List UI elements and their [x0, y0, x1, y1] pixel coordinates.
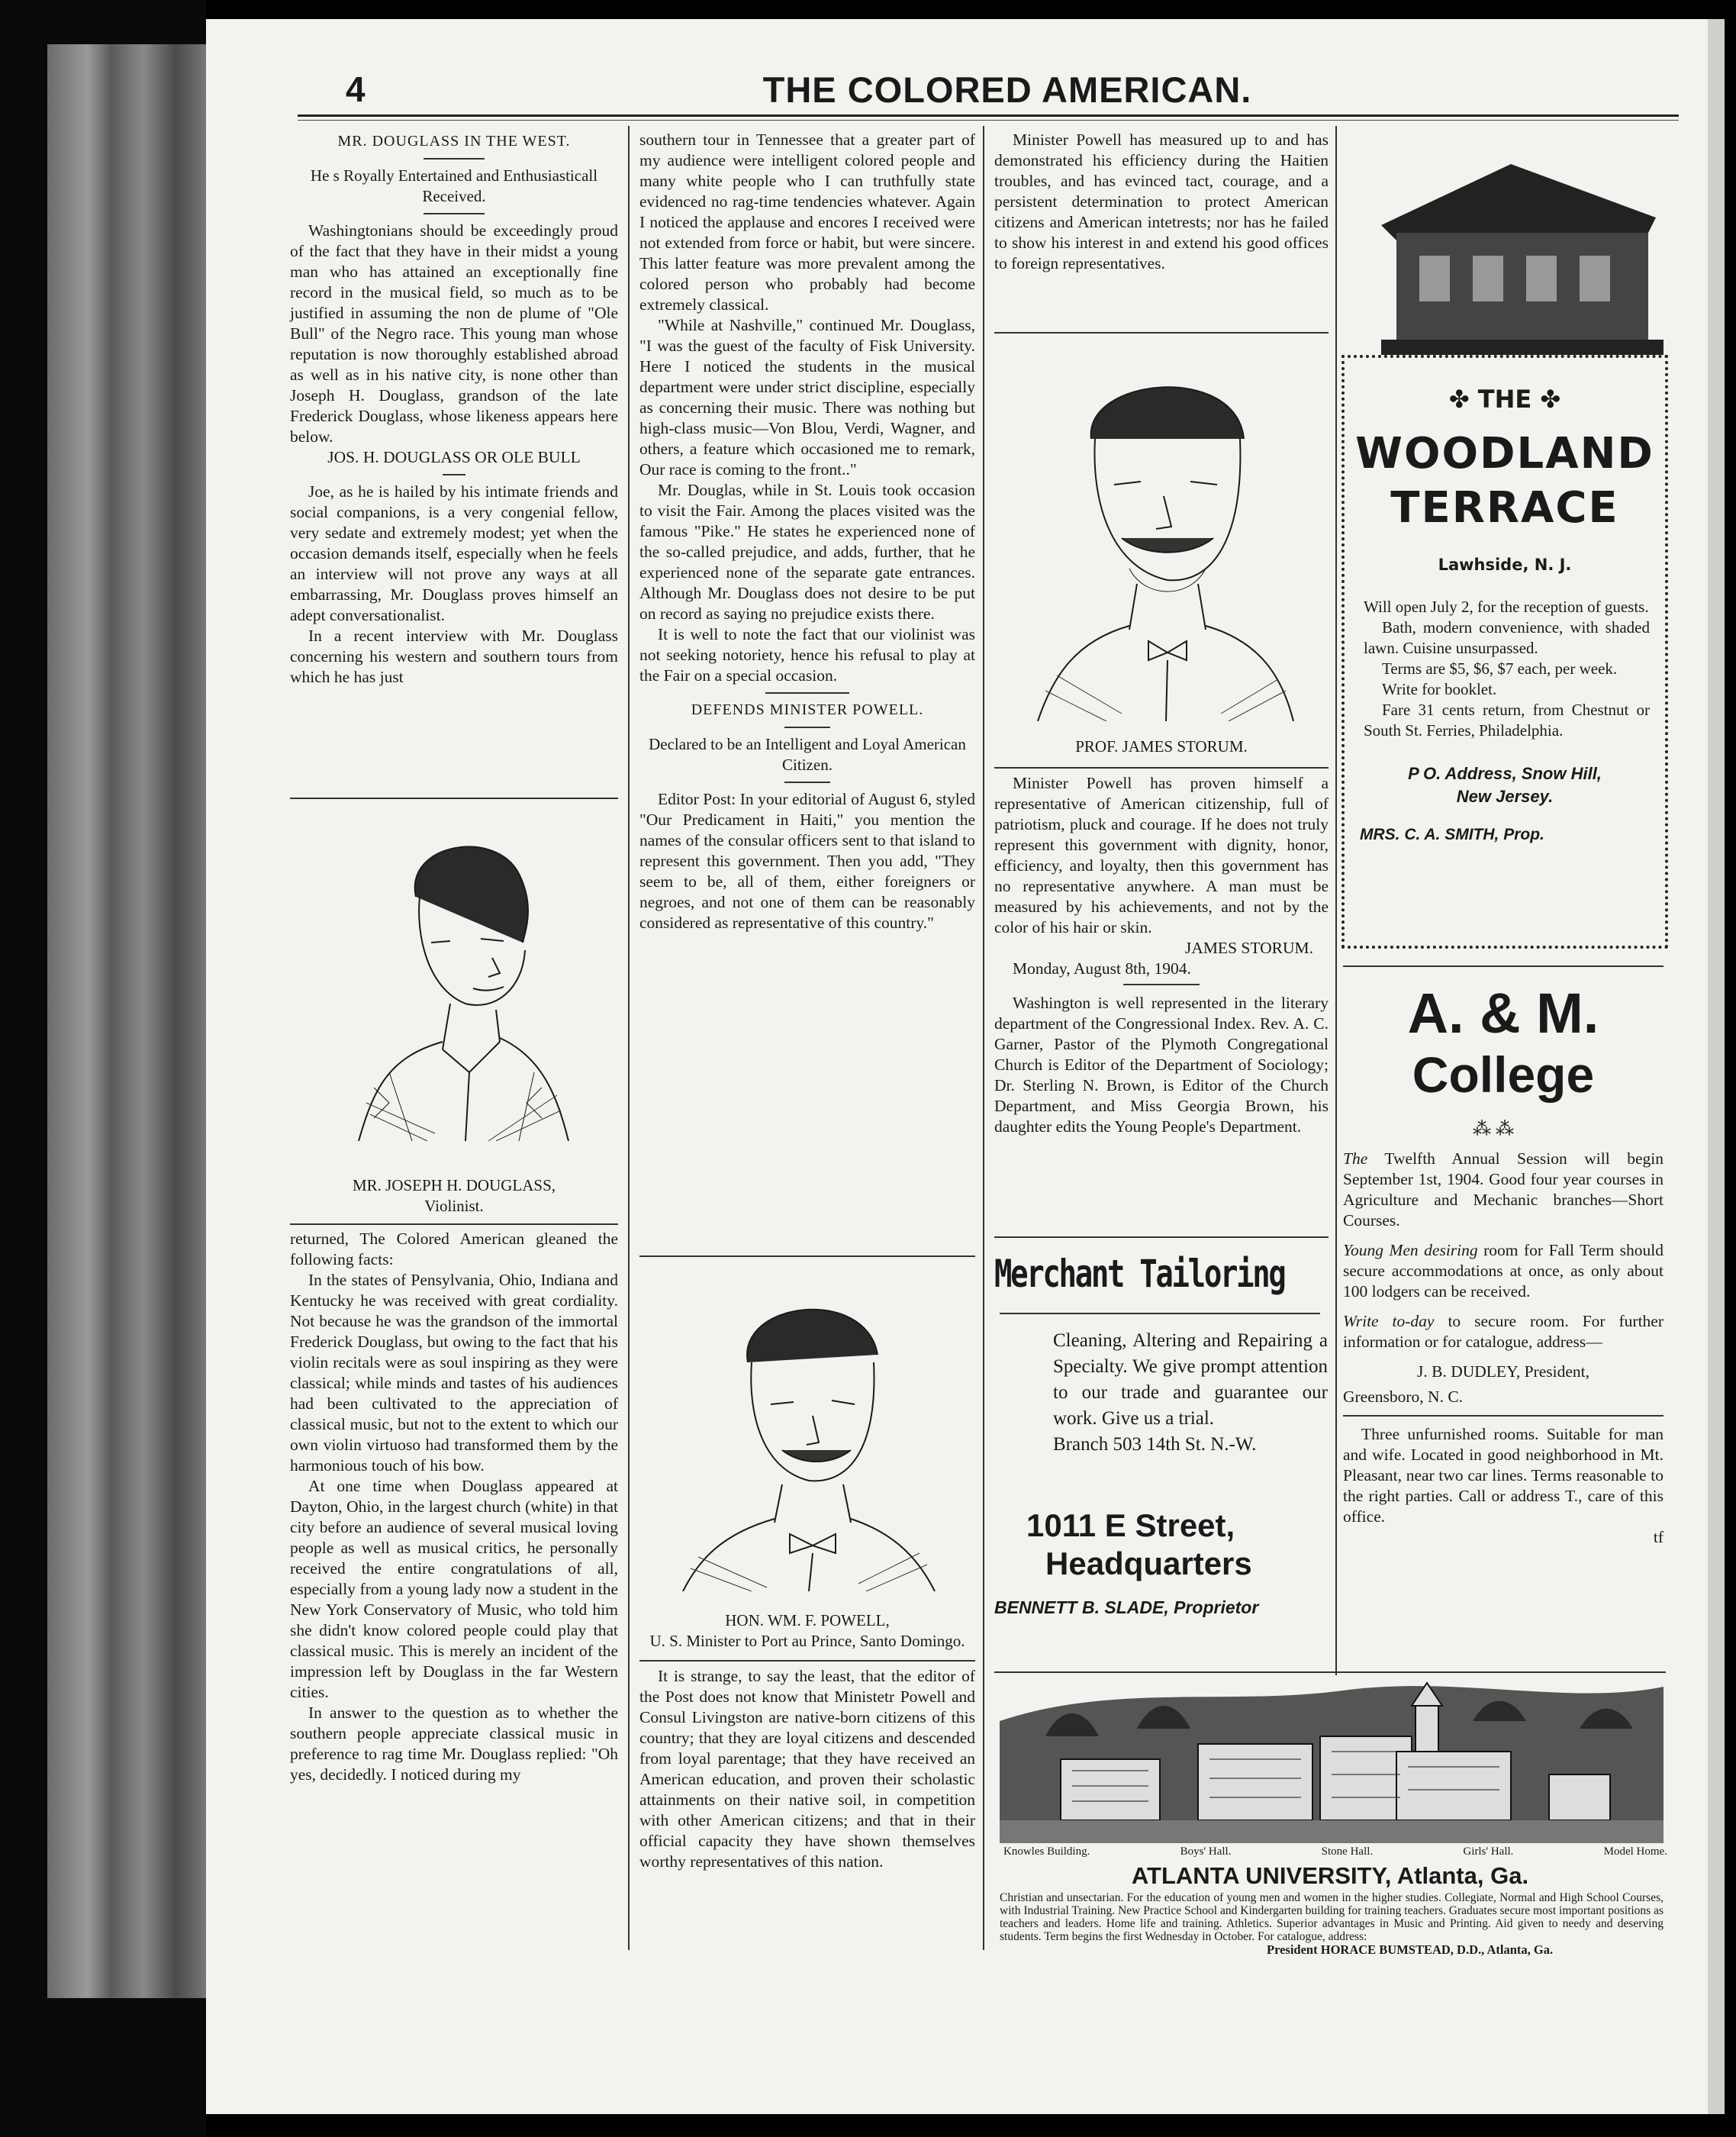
building-label: Stone Hall.: [1321, 1845, 1374, 1858]
lead: Write to-day: [1343, 1312, 1435, 1330]
divider: [1343, 1415, 1664, 1417]
alias-line: JOS. H. DOUGLASS OR OLE BULL: [327, 448, 581, 466]
text: Twelfth Annual Session will begin September 1st, 1904. Good four year courses in Agriculture and Mechanic branches—Short Courses.: [1343, 1149, 1664, 1230]
ad-location: Lawhside, N. J.: [1438, 556, 1572, 574]
divider: [994, 1671, 1666, 1673]
atlanta-building-labels: [1003, 1845, 1667, 1858]
article-headline: DEFENDS MINISTER POWELL.: [691, 701, 924, 718]
text: room for Fall Term should secure accommodations at once, as only about 100 lodgers can be received.: [1343, 1241, 1664, 1301]
paragraph: Three unfurnished rooms. Suitable for man and wife. Located in good neighborhood in Mt. Pleasant, near two car lines. Terms reasonable to the right parties. Call or address T., care of this office.: [1343, 1425, 1664, 1526]
ad-proprietor: MRS. C. A. SMITH, Prop.: [1360, 826, 1544, 843]
page-edge: [1708, 19, 1725, 2114]
caption-title: U. S. Minister to Port au Prince, Santo Domingo.: [649, 1632, 965, 1650]
am-location: Greensboro, N. C.: [1343, 1388, 1464, 1406]
divider: [994, 1236, 1329, 1238]
paragraph: [1343, 1240, 1664, 1302]
paragraph: Fare 31 cents return, from Chestnut or South St. Ferries, Philadelphia.: [1364, 701, 1650, 740]
column-divider: [983, 126, 984, 1950]
ad-po-address-2: New Jersey.: [1456, 787, 1554, 806]
article-subhead: He s Royally Entertained and Enthusiasticall Received.: [310, 166, 598, 205]
caption-powell: [639, 1610, 975, 1652]
divider: [424, 158, 485, 160]
ad-name-line2: TERRACE: [1390, 483, 1619, 533]
tailoring-proprietor: BENNETT B. SLADE, Proprietor: [994, 1597, 1259, 1617]
paragraph: [1343, 1311, 1664, 1352]
paragraph: Joe, as he is hailed by his intimate friends and social companions, is a very congenial fellow, very sedate and extremely modest; yet when the occasion demands itself, especially when he feels an interview will not prove any ways at all embarrassing, Mr. Douglass proves himself an adept conversationalist.: [290, 482, 618, 624]
woodland-terrace-ad: [1341, 355, 1668, 949]
divider: [443, 474, 465, 475]
divider: [784, 782, 830, 783]
column-1-top: [290, 130, 618, 688]
building-label: Model Home.: [1603, 1845, 1667, 1858]
rooms-mark: tf: [1653, 1528, 1664, 1546]
ad-body: [1364, 597, 1650, 741]
paragraph: In a recent interview with Mr. Douglass concerning his western and southern tours from which he has just: [290, 627, 618, 686]
lead: The: [1343, 1149, 1368, 1168]
column-2-bottom: [639, 1666, 975, 1872]
newspaper-page: [206, 19, 1713, 2114]
ad-the-label: THE: [1477, 385, 1532, 414]
atlanta-university-title: ATLANTA UNIVERSITY, Atlanta, Ga.: [1131, 1862, 1529, 1889]
paragraph: Washington is well represented in the literary department of the Congressional Index. Rev. A. C. Garner, Pastor of the Plymoth Congregational Church is Editor of the Department of Sociology; Dr. Sterling N. Brown, is Editor of the Church Department, and Miss Georgia Brown, his daughter edits the Young People's Department.: [994, 994, 1329, 1136]
ornament-icon: ⁂ ⁂: [1473, 1120, 1514, 1139]
signature: JAMES STORUM.: [1184, 939, 1313, 957]
building-label: Knowles Building.: [1003, 1845, 1090, 1858]
ad-the: ✤ THE ✤: [1448, 385, 1561, 414]
paragraph: Write for booklet.: [1382, 680, 1497, 698]
column-3-top: [994, 130, 1329, 274]
branch-address: Branch 503 14th St. N.-W.: [1053, 1434, 1257, 1455]
text: to secure room. For further information or for catalogue, address—: [1343, 1312, 1664, 1351]
tailoring-ad-body: [1053, 1328, 1328, 1458]
divider: [290, 798, 618, 799]
building-label: Boys' Hall.: [1180, 1845, 1232, 1858]
paragraph: In answer to the question as to whether the southern people appreciate classical music in preference to rag time Mr. Douglass replied: "Oh yes, decidedly. I noticed during my: [290, 1703, 618, 1784]
ad-name-line1: WOODLAND: [1355, 429, 1654, 479]
paragraph: [1343, 1149, 1664, 1231]
tailoring-ad-title: Merchant Tailoring: [994, 1252, 1285, 1296]
paragraph: southern tour in Tennessee that a greater part of my audience were intelligent colored people and many white people who I can truthfully state evidenced no rag-time tendencies whatever. Again I noticed the applause and encores I received were not extended from force or habit, but were sincere. This latter feature was more prevalent among the colored person who probably had become extremely classical.: [639, 131, 975, 314]
column-divider: [628, 126, 630, 1950]
am-college-ad-body: [1343, 1149, 1664, 1548]
caption-name: MR. JOSEPH H. DOUGLASS,: [352, 1176, 556, 1194]
atlanta-university-body: Christian and unsectarian. For the education of young men and women in the higher studies. Collegiate, Normal and High School Courses, with Industrial Training. New Practice School and Kindergarten building for training teachers. Graduates secure most important positions as teachers and leaders. Home life and training. Athletics. Superior advantages in Music and Printing. Aid given to needy and deserving students. Term begins the first Wednesday in October. For catalogue, address:: [1000, 1891, 1664, 1943]
divider: [784, 727, 830, 728]
paragraph: Mr. Douglas, while in St. Louis took occasion to visit the Fair. Among the places visited was the famous "Pike." He states he experienced none of the so-called prejudice, and adds, further, that he experienced none of the separate gate entrances. Although Mr. Douglass does not desire to be put on record as saying no prejudice exists there.: [639, 481, 975, 623]
building-label: Girls' Hall.: [1463, 1845, 1514, 1858]
caption-title: Violinist.: [424, 1197, 484, 1215]
divider: [639, 1660, 975, 1662]
book-binding: [0, 0, 206, 2137]
paragraph: Editor Post: In your editorial of August 6, styled "Our Predicament in Haiti," you mention the names of the consular officers sent to that island to represent this government. Then you add, "They seem to be, all of them, either foreigners or negroes, and not one of them can be reasonably considered as representative of this country.": [639, 790, 975, 932]
paragraph: Bath, modern convenience, with shaded lawn. Cuisine unsurpassed.: [1364, 618, 1650, 657]
paragraph: In the states of Pensylvania, Ohio, Indiana and Kentucky he was received with great cordiality. Not because he was the grandson of the immortal Frederick Douglass, but owing to the fact that his violin recitals were as soul inspiring as they were classical; while minds and tastes of his audiences had been cultivated to the appreciation of classical music, but not to the extent to which our own violin virtuoso had transformed them by the harmonious touch of his bow.: [290, 1271, 618, 1475]
divider: [994, 767, 1329, 769]
portrait-james-storum: [1015, 340, 1312, 721]
article-headline: MR. DOUGLASS IN THE WEST.: [337, 133, 571, 150]
paragraph: returned, The Colored American gleaned the following facts:: [290, 1230, 618, 1268]
caption-storum: PROF. JAMES STORUM.: [1075, 737, 1248, 756]
woodland-terrace-illustration: [1351, 134, 1671, 363]
column-divider: [1335, 126, 1337, 1675]
column-2-top: [639, 130, 975, 933]
paragraph: Washingtonians should be exceedingly proud of the fact that they have in their midst a young man who has attained an exceptionally fine record in the musical field, so much as to be justified in assuming the non de plume of "Ole Bull" of the Negro race. This young man whose reputation is now thoroughly established abroad as well as in his native city, is none other than Joseph H. Douglass, grandson of the late Frederick Douglass, whose likeness appears here below.: [290, 221, 618, 446]
book-spine: [47, 44, 208, 1998]
divider: [994, 332, 1329, 334]
masthead-title: THE COLORED AMERICAN.: [762, 69, 1252, 110]
divider: [1343, 965, 1664, 967]
portrait-joseph-douglass: [343, 813, 572, 1141]
page-number: 4: [346, 69, 366, 109]
tailoring-headquarters: Headquarters: [1045, 1546, 1252, 1581]
portrait-wm-powell: [668, 1271, 950, 1591]
ad-po-address-1: P O. Address, Snow Hill,: [1408, 764, 1602, 783]
paragraph: At one time when Douglass appeared at Dayton, Ohio, in the largest church (white) in that city before an audience of several musical loving people as well as musical critics, he personally received the entire congratulations of all, especially from a young lady now a student in the New York Conservatory of Music, who told him she didn't know colored people could play that classical music. This is merely an incident of the impression left by Douglass in the far Western cities.: [290, 1477, 618, 1701]
atlanta-president: President HORACE BUMSTEAD, D.D., Atlanta, Ga.: [1267, 1942, 1554, 1957]
column-3-middle: [994, 773, 1329, 1137]
paragraph: Minister Powell has measured up to and has demonstrated his efficiency during the Haitien troubles, and has evinced tact, courage, and a persistent determination to protect American citizens and American intetrests; nor has he failed to show his interest in and extend his good offices to foreign representatives.: [994, 131, 1329, 272]
tailoring-address: 1011 E Street,: [1026, 1507, 1235, 1543]
article-subhead: Declared to be an Intelligent and Loyal American Citizen.: [649, 735, 966, 774]
divider: [1123, 984, 1200, 985]
caption-douglass: [290, 1175, 618, 1217]
masthead-rule-thin: [298, 120, 1679, 121]
am-president: J. B. DUDLEY, President,: [1417, 1362, 1589, 1381]
am-college-title-2: College: [1412, 1046, 1595, 1103]
paragraph: It is well to note the fact that our violinist was not seeking notoriety, hence his refusal to play at the Fair on a special occasion.: [639, 625, 975, 685]
divider: [1000, 1313, 1320, 1314]
masthead-rule: [298, 114, 1679, 117]
divider: [424, 213, 485, 214]
paragraph: Minister Powell has proven himself a representative of American citizenship, full of patriotism, pluck and courage. If he does not truly represent this government with dignity, honor, efficiency, and loyalty, then this government has no representative anywhere. A man must be measured by his achievements, and not by the color of his hair or skin.: [994, 774, 1329, 936]
lead: Young Men desiring: [1343, 1241, 1478, 1259]
am-college-title-1: A. & M.: [1407, 981, 1599, 1045]
caption-name: HON. WM. F. POWELL,: [725, 1611, 890, 1629]
divider: [639, 1255, 975, 1257]
paragraph: Terms are $5, $6, $7 each, per week.: [1382, 659, 1618, 678]
atlanta-university-campus-illustration: [1000, 1675, 1664, 1843]
dateline: Monday, August 8th, 1904.: [1013, 959, 1191, 978]
divider: [765, 692, 849, 694]
paragraph: It is strange, to say the least, that the editor of the Post does not know that Ministetr Powell and Consul Livingston are native-born citizens of this country; that they are loyal citizens and descended from loyal parentage; that they have received an American education, and proven their scholastic attainments on their native soil, in competition with other American citizens; and that in their official capacity they have shown themselves worthy representatives of this nation.: [639, 1667, 975, 1871]
divider: [290, 1223, 618, 1225]
paragraph: Will open July 2, for the reception of guests.: [1364, 598, 1649, 616]
paragraph: Cleaning, Altering and Repairing a Specialty. We give prompt attention to our trade and guarantee our work. Give us a trial.: [1053, 1330, 1328, 1429]
column-1-bottom: [290, 1229, 618, 1785]
paragraph: "While at Nashville," continued Mr. Douglass, "I was the guest of the faculty of Fisk University. Here I noticed the students in the musical department were under strict discipline, especially as concerning their music. There was nothing but high-class music—Von Blou, Verdi, Wagner, and others, a feature which occasioned me to remark, Our race is coming to the front..": [639, 316, 975, 479]
